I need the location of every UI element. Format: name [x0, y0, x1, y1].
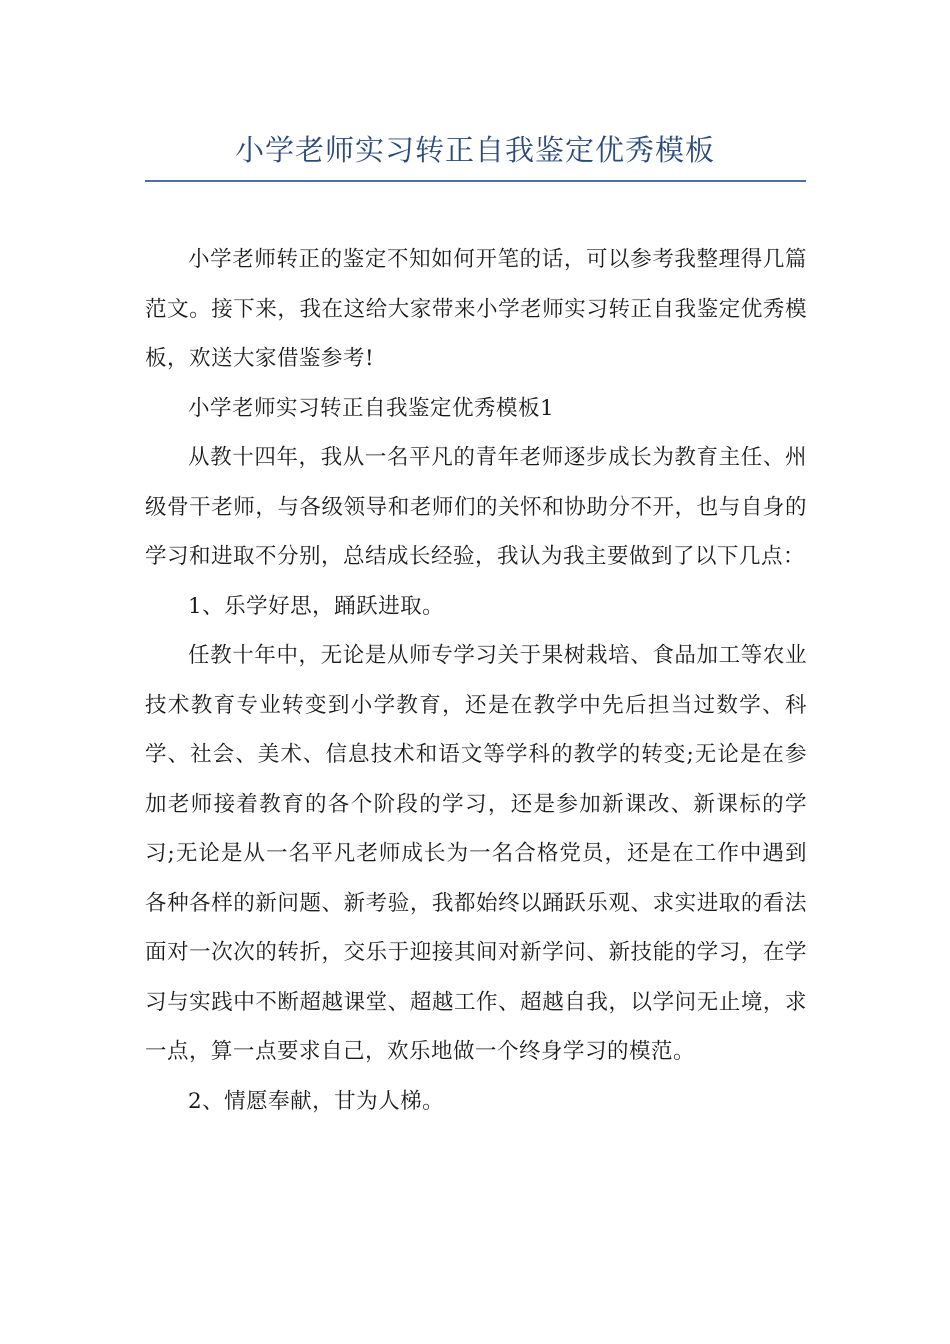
point-heading: 1、乐学好思，踊跃进取。 [188, 593, 445, 619]
body-paragraph: 任教十年中，无论是从师专学习关于果树栽培、食品加工等农业技术教育专业转变到小学教育，还是在教学中先后担当过数学、科学、社会、美术、信息技术和语文等学科的教学的转变;无论是在参加老师接着教育的各个阶段的学习，还是参加新课改、新课标的学习;无论是从一名平凡老师成长为一名合格党员，还是在工作中遇到各种各样的新问题、新考验，我都始终以踊跃乐观、求实进取的看法面对一次次的转折，交乐于迎接其间对新学问、新技能的学习，在学习与实践中不断超越课堂、超越工作、超越自我，以学问无止境，求一点，算一点要求自己，欢乐地做一个终身学习的模范。 [145, 643, 807, 1064]
title-underline [145, 180, 806, 182]
point-heading: 2、情愿奉献，甘为人梯。 [188, 1088, 445, 1114]
body-paragraph: 从教十四年，我从一名平凡的青年老师逐步成长为教育主任、州级骨干老师，与各级领导和老师们的关怀和协助分不开，也与自身的学习和进取不分别，总结成长经验，我认为我主要做到了以下几点： [145, 445, 807, 569]
document-title: 小学老师实习转正自我鉴定优秀模板 [234, 133, 715, 167]
section-heading: 小学老师实习转正自我鉴定优秀模板1 [188, 395, 555, 421]
document-body [145, 235, 807, 1126]
intro-paragraph: 小学老师转正的鉴定不知如何开笔的话，可以参考我整理得几篇范文。接下来，我在这给大家带来小学老师实习转正自我鉴定优秀模板，欢送大家借鉴参考! [145, 247, 807, 371]
